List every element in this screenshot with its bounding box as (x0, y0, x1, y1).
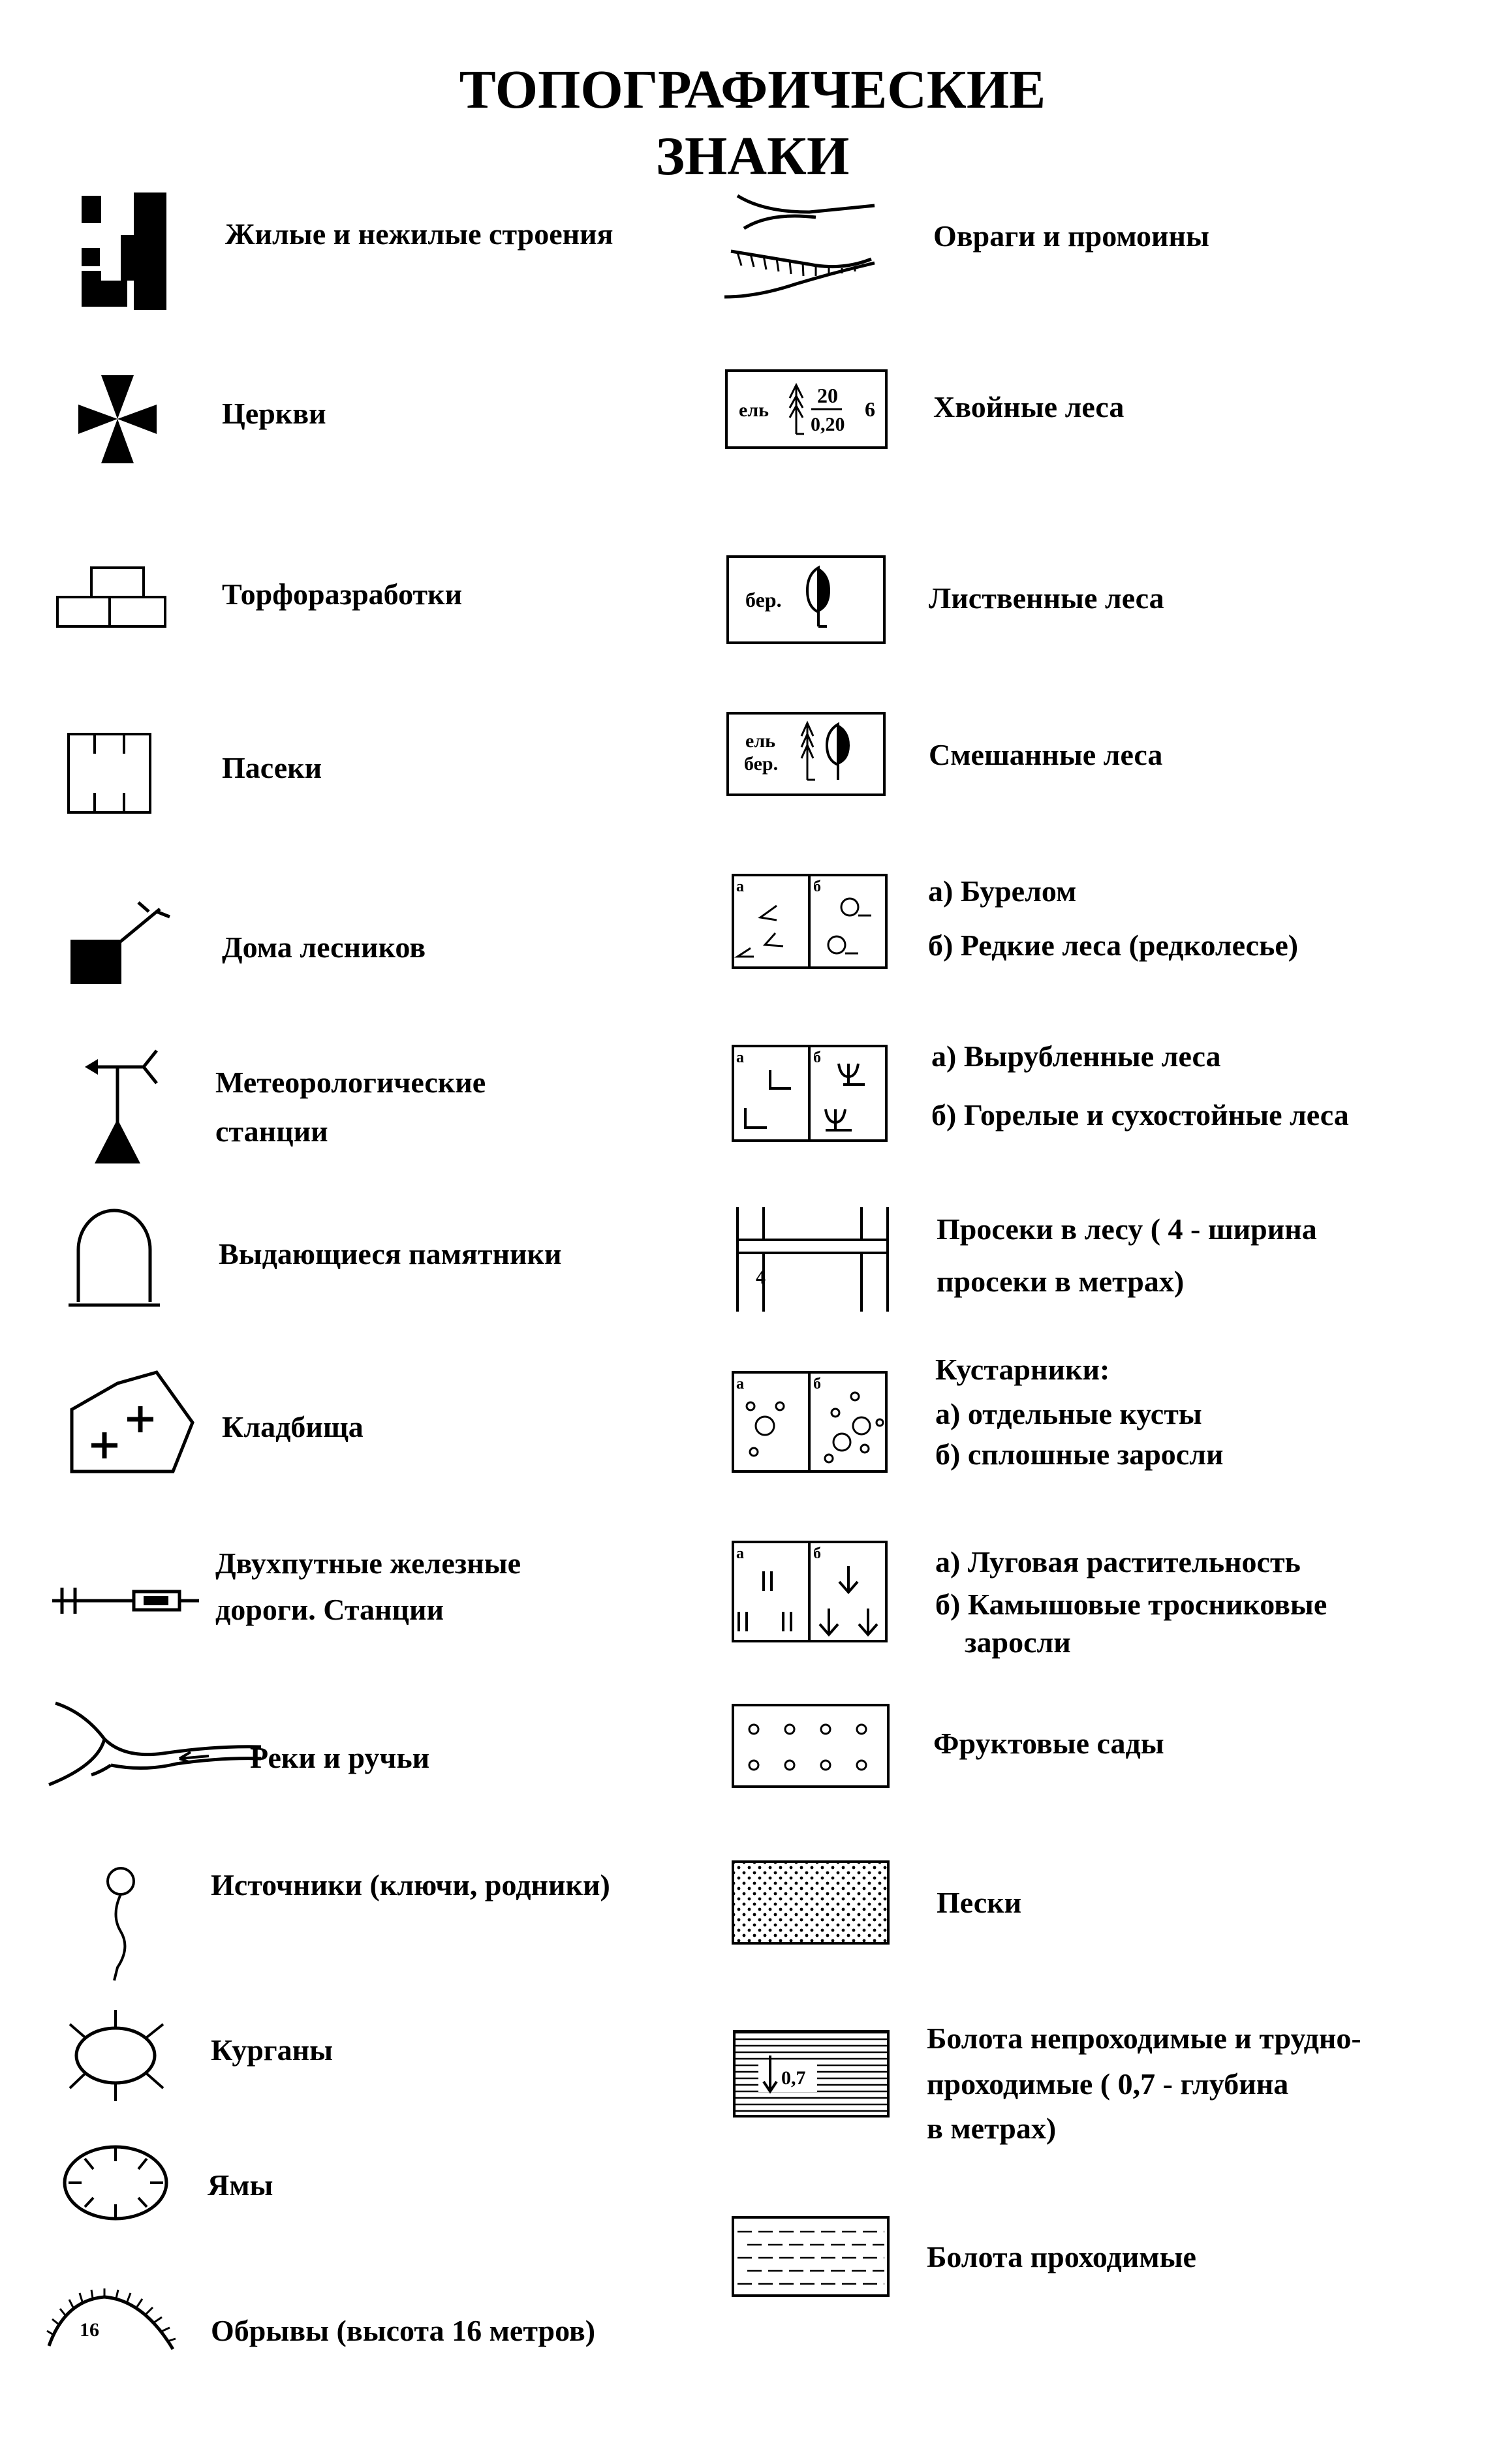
label-forester-house: Дома лесников (222, 931, 426, 964)
label-railway-1: Двухпутные железные (215, 1547, 521, 1580)
label-pit: Ямы (208, 2168, 273, 2202)
label-passable-swamp: Болота проходимые (927, 2240, 1196, 2273)
label-mixed: Смешанные леса (929, 738, 1163, 771)
label-sand: Пески (937, 1886, 1022, 1919)
peat-works-icon (55, 564, 170, 633)
label-spring: Источники (ключи, родники) (211, 1868, 610, 1902)
forester-house-icon (65, 897, 176, 989)
shrubs-mark-a: а (736, 1376, 744, 1393)
cut-mark-b: б (813, 1049, 821, 1066)
pit-icon (55, 2140, 176, 2225)
cliff-height-value: 16 (80, 2319, 99, 2341)
cemetery-icon (65, 1367, 196, 1481)
mixed-forest-icon (726, 711, 889, 799)
label-shrubs-3: б) сплошные заросли (935, 1438, 1224, 1471)
shrubs-mark-b: б (813, 1376, 821, 1393)
label-windfall-2: б) Редкие леса (редколесье) (928, 929, 1299, 962)
page-title-line2: ЗНАКИ (655, 126, 850, 187)
label-windfall-1: а) Бурелом (928, 874, 1077, 908)
clearing-icon (734, 1204, 897, 1315)
church-icon (75, 372, 160, 467)
label-clearing-1: Просеки в лесу ( 4 - ширина (937, 1212, 1317, 1246)
label-orchard: Фруктовые сады (933, 1727, 1164, 1760)
meadow-icon (731, 1540, 891, 1644)
label-monument: Выдающиеся памятники (219, 1237, 562, 1270)
spring-icon (98, 1863, 150, 1984)
cliff-icon (39, 2284, 179, 2362)
impassable-swamp-icon (732, 2029, 894, 2121)
label-cemetery: Кладбища (222, 1410, 364, 1443)
label-cut-forest-1: а) Вырубленные леса (931, 1040, 1221, 1073)
apiary-icon (65, 728, 157, 819)
label-cut-forest-2: б) Горелые и сухостойные леса (931, 1098, 1349, 1132)
label-clearing-2: просеки в метрах) (937, 1265, 1185, 1298)
deciduous-forest-icon (726, 555, 889, 646)
clearing-width-value: 4 (756, 1267, 766, 1288)
meadow-mark-b: б (813, 1545, 821, 1562)
deciduous-species: бер. (745, 588, 782, 611)
mixed-species-2: бер. (744, 753, 779, 775)
railway-icon (49, 1576, 206, 1622)
cut-forest-icon (731, 1044, 891, 1145)
conifer-species: ель (739, 399, 769, 421)
label-weather-station-1: Метеорологические (215, 1066, 486, 1099)
label-apiary: Пасеки (222, 751, 322, 784)
label-conifer: Хвойные леса (933, 390, 1125, 424)
river-icon (46, 1693, 271, 1794)
label-peat-works: Торфоразработки (222, 578, 463, 611)
mound-icon (55, 2003, 176, 2108)
label-shrubs-1: Кустарники: (935, 1353, 1110, 1386)
label-impassable-swamp-1: Болота непроходимые и трудно- (927, 2022, 1361, 2055)
label-mound: Курганы (211, 2033, 334, 2067)
label-church: Церкви (222, 397, 326, 430)
label-impassable-swamp-2: проходимые ( 0,7 - глубина (927, 2067, 1289, 2101)
sand-icon (731, 1860, 894, 1948)
ravine-icon (718, 186, 884, 307)
passable-swamp-icon (731, 2215, 894, 2300)
conifer-trunk: 0,20 (811, 414, 845, 435)
label-buildings: Жилые и нежилые строения (225, 217, 613, 251)
buildings-icon (72, 186, 176, 316)
meadow-mark-a: а (736, 1545, 744, 1562)
swamp-depth-value: 0,7 (781, 2067, 806, 2089)
label-cliff: Обрывы (высота 16 метров) (211, 2314, 596, 2347)
monument-icon (65, 1204, 163, 1315)
weather-station-icon (75, 1047, 163, 1168)
windfall-mark-a: а (736, 878, 744, 895)
conifer-height: 20 (817, 384, 838, 407)
orchard-icon (731, 1703, 894, 1791)
label-meadow-1: а) Луговая растительность (935, 1545, 1301, 1578)
conifer-spacing: 6 (865, 397, 875, 421)
mixed-species-1: ель (745, 730, 776, 752)
shrubs-icon (731, 1370, 891, 1475)
label-ravine: Овраги и промоины (933, 219, 1209, 253)
label-river: Реки и ручьи (250, 1741, 430, 1774)
label-shrubs-2: а) отдельные кусты (935, 1397, 1202, 1430)
page-title-line1: ТОПОГРАФИЧЕСКИЕ (459, 59, 1046, 120)
label-meadow-2: б) Камышовые тросниковые (935, 1588, 1327, 1621)
label-impassable-swamp-3: в метрах) (927, 2112, 1057, 2145)
windfall-icon (731, 873, 891, 971)
conifer-forest-icon (724, 369, 891, 450)
cut-mark-a: а (736, 1049, 744, 1066)
windfall-mark-b: б (813, 878, 821, 895)
label-deciduous: Лиственные леса (929, 581, 1164, 615)
label-railway-2: дороги. Станции (215, 1593, 444, 1626)
label-meadow-3: заросли (965, 1625, 1071, 1659)
label-weather-station-2: станции (215, 1115, 328, 1148)
